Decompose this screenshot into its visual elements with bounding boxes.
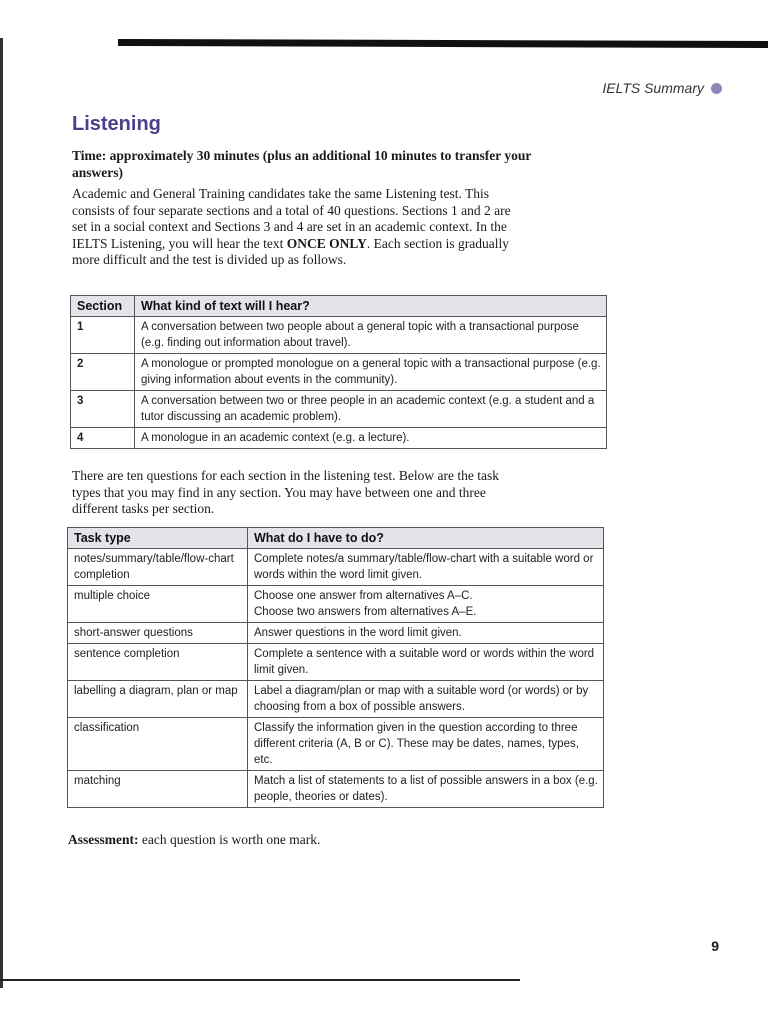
task-instruction-cell: Answer questions in the word limit given. <box>248 623 604 644</box>
sections-table-header-row <box>71 296 607 317</box>
intro-emphasis: ONCE ONLY <box>286 235 367 251</box>
tasks-intro-paragraph: There are ten questions for each section in the listening test. Below are the task types that you may find in any section. You may have between one and three different tasks per section. <box>72 468 499 516</box>
left-page-edge <box>0 38 3 988</box>
top-rule <box>118 39 768 48</box>
column-header-what-to-do: What do I have to do? <box>248 528 604 549</box>
task-instruction-cell: Complete a sentence with a suitable word or words within the word limit given. <box>248 644 604 681</box>
assessment-label: Assessment: <box>68 832 139 847</box>
section-number: 3 <box>71 391 135 428</box>
section-number: 2 <box>71 354 135 391</box>
table-row <box>68 771 604 808</box>
task-types-table <box>67 527 604 808</box>
section-description: A conversation between two or three people in an academic context (e.g. a student and a tutor discussing an academic problem). <box>135 391 607 428</box>
sections-table <box>70 295 607 449</box>
section-number: 1 <box>71 317 135 354</box>
intro-text-after: . Each section is gradually more difficult and the test is divided up as follows. <box>72 235 509 267</box>
bottom-rule <box>0 979 520 981</box>
task-type-cell: matching <box>68 771 248 808</box>
task-type-cell: notes/summary/table/flow-chart completion <box>68 549 248 586</box>
intro-text-before: Academic and General Training candidates take the same Listening test. This consists of four separate sections and a total of 40 questions. Sections 1 and 2 are set in a social context and Sections 3 and 4 are set in an academic context. In the IELTS Listening, you will hear the text <box>72 186 511 251</box>
table-row <box>68 681 604 718</box>
task-type-cell: short-answer questions <box>68 623 248 644</box>
table-row <box>71 428 607 449</box>
bullet-dot-icon <box>711 83 722 94</box>
column-header-text-kind: What kind of text will I hear? <box>135 296 607 317</box>
task-type-cell: classification <box>68 718 248 771</box>
page-number: 9 <box>711 938 719 954</box>
running-header-text: IELTS Summary <box>602 80 704 96</box>
assessment-text: each question is worth one mark. <box>138 832 321 847</box>
task-type-cell: labelling a diagram, plan or map <box>68 681 248 718</box>
table-row <box>68 644 604 681</box>
table-row <box>71 317 607 354</box>
table-row <box>71 354 607 391</box>
task-instruction-cell: Choose one answer from alternatives A–C. Choose two answers from alternatives A–E. <box>248 586 604 623</box>
running-header <box>602 80 722 96</box>
table-row <box>68 549 604 586</box>
section-number: 4 <box>71 428 135 449</box>
task-instruction-cell: Match a list of statements to a list of possible answers in a box (e.g. people, theories or dates). <box>248 771 604 808</box>
intro-paragraph <box>72 186 522 269</box>
task-instruction-cell: Classify the information given in the question according to three different criteria (A, B or C). These may be dates, names, types, etc. <box>248 718 604 771</box>
table-row <box>68 718 604 771</box>
page-title: Listening <box>72 113 161 135</box>
table-row <box>71 391 607 428</box>
table-row <box>68 623 604 644</box>
assessment-note <box>68 832 320 848</box>
section-description: A monologue in an academic context (e.g. a lecture). <box>135 428 607 449</box>
task-type-cell: multiple choice <box>68 586 248 623</box>
table-row <box>68 586 604 623</box>
section-description: A conversation between two people about a general topic with a transactional purpose (e.g. finding out information about travel). <box>135 317 607 354</box>
task-table-header-row <box>68 528 604 549</box>
time-subheading: Time: approximately 30 minutes (plus an additional 10 minutes to transfer your answers) <box>72 148 532 180</box>
column-header-section: Section <box>71 296 135 317</box>
column-header-task-type: Task type <box>68 528 248 549</box>
task-type-cell: sentence completion <box>68 644 248 681</box>
task-instruction-cell: Complete notes/a summary/table/flow-chart with a suitable word or words within the word limit given. <box>248 549 604 586</box>
task-instruction-cell: Label a diagram/plan or map with a suitable word (or words) or by choosing from a box of possible answers. <box>248 681 604 718</box>
section-description: A monologue or prompted monologue on a general topic with a transactional purpose (e.g. giving information about events in the community). <box>135 354 607 391</box>
